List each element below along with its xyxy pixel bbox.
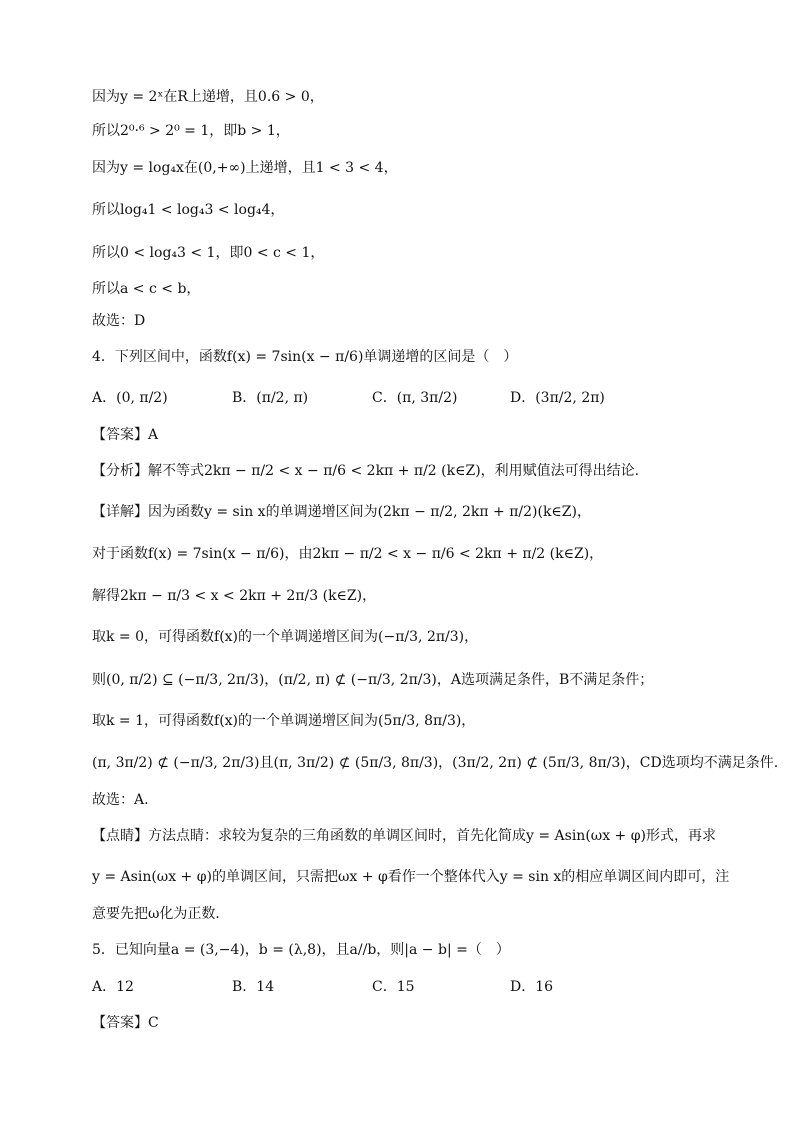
q4-detail-4: 取k = 0，可得函数f(x)的一个单调递增区间为(−π/3, 2π/3)， (92, 629, 479, 645)
answer-choice-q4: 故选：A. (92, 792, 149, 808)
q5-answer: 【答案】C (92, 1015, 159, 1031)
text-line-1: 因为y = 2ˣ在R上递增，且0.6 > 0， (92, 89, 324, 105)
q4-detail-1: 【详解】因为函数y = sin x的单调递增区间为(2kπ − π/2, 2kπ + π/2)(k∈Z)， (92, 504, 591, 520)
question-5: 5．已知向量a = (3,−4)，b = (λ,8)，且a//b，则|a − b| =（ ） (92, 942, 510, 958)
text-line-5: 所以0 < log₄3 < 1，即0 < c < 1， (92, 245, 325, 261)
q4-option-b: B．(π/2, π) (232, 390, 309, 406)
q4-detail-6: 取k = 1，可得函数f(x)的一个单调递增区间为(5π/3, 8π/3)， (92, 713, 476, 729)
answer-choice-q3: 故选：D (92, 313, 146, 329)
q5-option-d: D．16 (510, 979, 554, 995)
text-line-6: 所以a < c < b， (92, 281, 201, 297)
q4-detail-2: 对于函数f(x) = 7sin(x − π/6)，由2kπ − π/2 < x − π/6 < 2kπ + π/2 (k∈Z)， (92, 546, 604, 562)
q5-option-b: B．14 (232, 979, 275, 995)
q4-detail-3: 解得2kπ − π/3 < x < 2kπ + 2π/3 (k∈Z)， (92, 588, 377, 604)
question-4: 4．下列区间中，函数f(x) = 7sin(x − π/6)单调递增的区间是（ ） (92, 349, 518, 365)
q4-detail-7: (π, 3π/2) ⊄ (−π/3, 2π/3)且(π, 3π/2) ⊄ (5π/3, 8π/3)，(3π/2, 2π) ⊄ (5π/3, 8π/3)，CD选项均不满足条件. (92, 755, 779, 771)
q4-answer: 【答案】A (92, 427, 159, 443)
text-line-3: 因为y = log₄x在(0,+∞)上递增，且1 < 3 < 4， (92, 160, 398, 176)
q4-analysis: 【分析】解不等式2kπ − π/2 < x − π/6 < 2kπ + π/2 (k∈Z)，利用赋值法可得出结论. (92, 463, 640, 479)
q5-option-c: C．15 (372, 979, 415, 995)
q4-comment-1: 【点睛】方法点睛：求较为复杂的三角函数的单调区间时，首先化简成y = Asin(ωx + φ)形式，再求 (92, 828, 716, 844)
text-line-4: 所以log₄1 < log₄3 < log₄4， (92, 202, 285, 218)
q4-comment-2: y = Asin(ωx + φ)的单调区间，只需把ωx + φ看作一个整体代入y = sin x的相应单调区间内即可，注 (92, 869, 730, 885)
q4-detail-5: 则(0, π/2) ⊆ (−π/3, 2π/3)，(π/2, π) ⊄ (−π/3, 2π/3)，A选项满足条件，B不满足条件； (92, 672, 654, 688)
q4-comment-3: 意要先把ω化为正数． (92, 906, 230, 922)
q4-option-d: D．(3π/2, 2π) (510, 390, 605, 406)
q4-option-a: A．(0, π/2) (92, 390, 168, 406)
q5-option-a: A．12 (92, 979, 134, 995)
text-line-2: 所以2⁰·⁶ > 2⁰ = 1，即b > 1， (92, 123, 290, 139)
q4-option-c: C．(π, 3π/2) (372, 390, 458, 406)
